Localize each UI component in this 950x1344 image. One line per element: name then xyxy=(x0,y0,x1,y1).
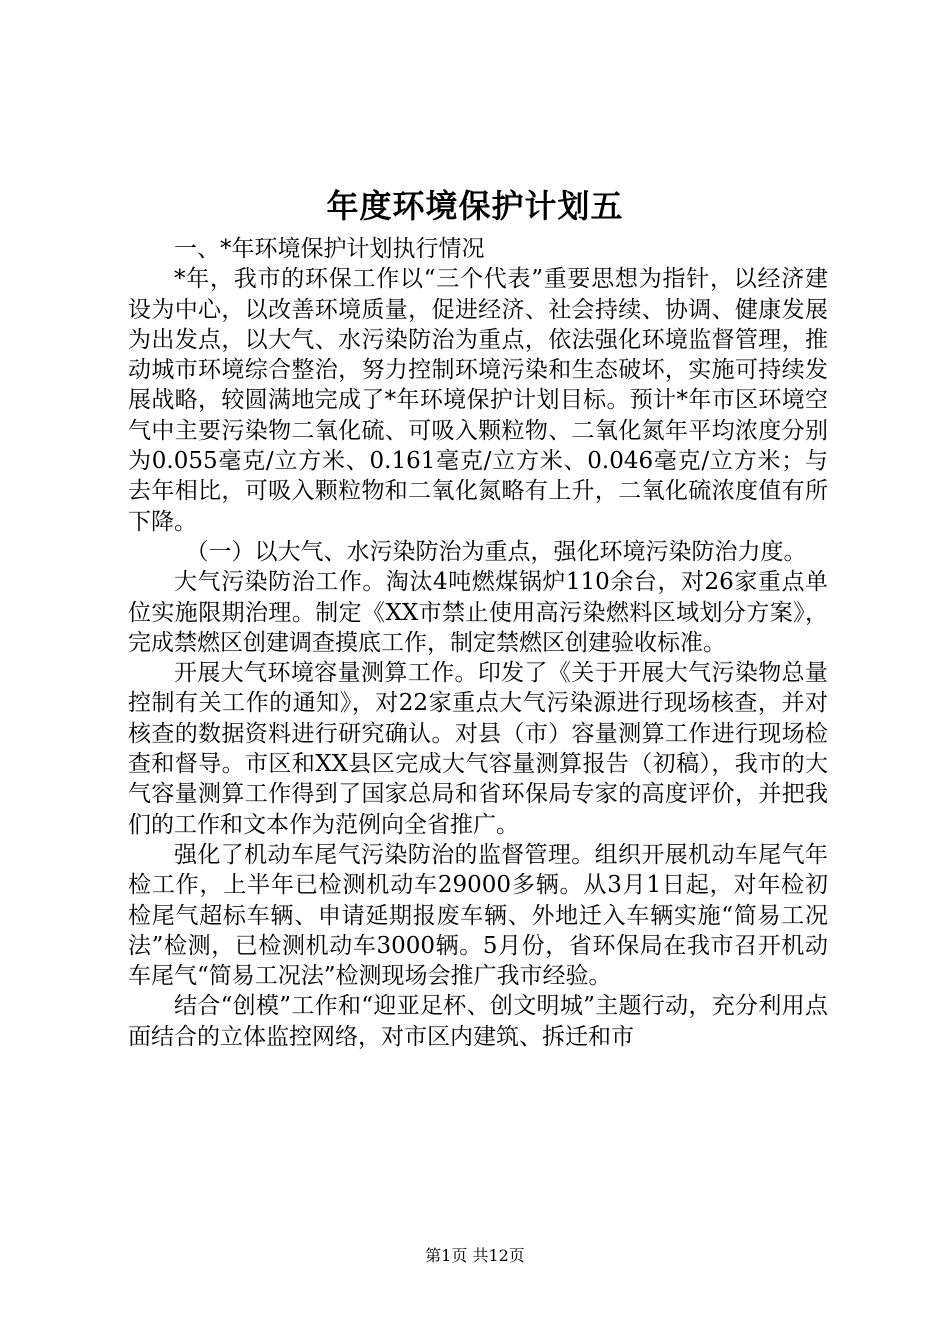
body-paragraph: 结合“创模”工作和“迎亚足杯、创文明城”主题行动，充分利用点面结合的立体监控网络，对市区内建筑、拆迁和市 xyxy=(128,993,828,1050)
body-paragraph: 大气污染防治工作。淘汰4吨燃煤锅炉110余台，对26家重点单位实施限期治理。制定《XX市禁止使用高污染燃料区域划分方案》，完成禁燃区创建调查摸底工作，制定禁燃区创建验收标准。 xyxy=(128,569,828,656)
document-title: 年度环境保护计划五 xyxy=(326,187,624,225)
subsection-heading: （一）以大气、水污染防治为重点，强化环境污染防治力度。 xyxy=(185,538,807,565)
page-footer: 第1页 共12页 xyxy=(425,1246,525,1265)
section-heading: 一、*年环境保护计划执行情况 xyxy=(174,236,485,262)
body-paragraph: *年，我市的环保工作以“三个代表”重要思想为指针，以经济建设为中心，以改善环境质量，促进经济、社会持续、协调、健康发展为出发点，以大气、水污染防治为重点，依法强化环境监督管理，推动城市环境综合整治，努力控制环境污染和生态破坏，实施可持续发展战略，较圆满地完成了*年环境保护计划目标。预计*年市区环境空气中主要污染物二氧化硫、可吸入颗粒物、二氧化氮年平均浓度分别为0.055毫克/立方米、0.161毫克/立方米、0.046毫克/立方米；与去年相比，可吸入颗粒物和二氧化氮略有上升，二氧化硫浓度值有所下降。 xyxy=(128,266,828,535)
body-paragraph: 开展大气环境容量测算工作。印发了《关于开展大气污染物总量控制有关工作的通知》，对22家重点大气污染源进行现场核查，并对核查的数据资料进行研究确认。对县（市）容量测算工作进行现场检查和督导。市区和XX县区完成大气容量测算报告（初稿），我市的大气容量测算工作得到了国家总局和省环保局专家的高度评价，并把我们的工作和文本作为范例向全省推广。 xyxy=(128,660,828,838)
document-body xyxy=(128,234,828,1052)
body-paragraph: 强化了机动车尾气污染防治的监督管理。组织开展机动车尾气年检工作，上半年已检测机动车29000多辆。从3月1日起，对年检初检尾气超标车辆、申请延期报废车辆、外地迁入车辆实施“简易工况法”检测，已检测机动车3000辆。5月份，省环保局在我市召开机动车尾气“简易工况法”检测现场会推广我市经验。 xyxy=(128,841,828,990)
